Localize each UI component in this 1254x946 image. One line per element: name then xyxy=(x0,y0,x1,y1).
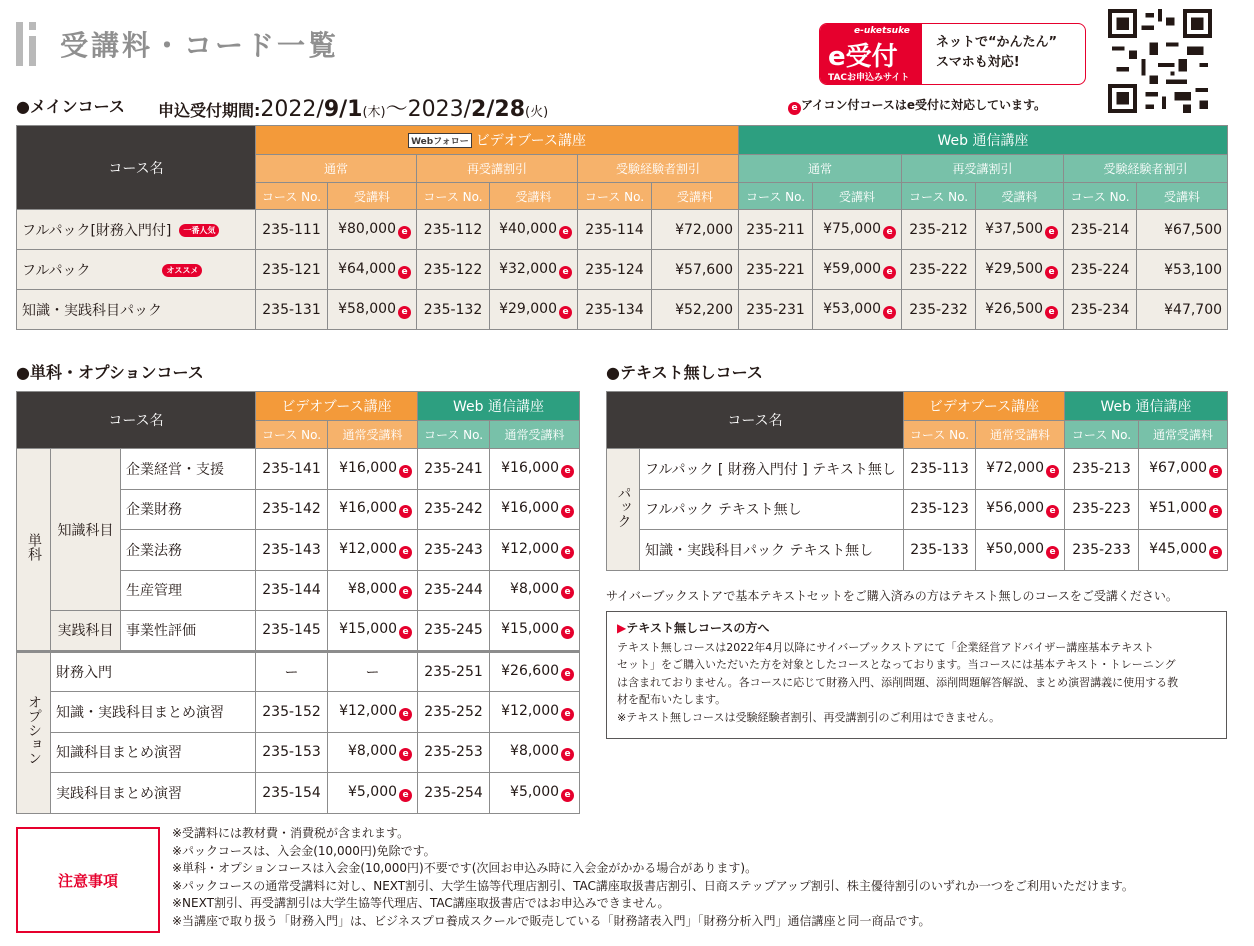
box-line: セット」をご購入いただいた方を対象としたコースとなっております。当コースには基本テキスト・トレーニング xyxy=(617,658,1176,672)
th-web: Web 通信講座 xyxy=(418,392,580,421)
course-name-cell xyxy=(17,210,256,250)
course-name-cell xyxy=(17,250,256,290)
th-course-no: コース No. xyxy=(1065,421,1139,449)
group-pack xyxy=(607,449,640,571)
eukestuke-mark: e受付 xyxy=(828,42,898,72)
table-row xyxy=(17,290,1228,330)
course-no-cell: 235-143 xyxy=(256,530,328,571)
table-row xyxy=(17,449,580,490)
e-uketsuke-icon: e xyxy=(561,546,574,559)
course-no-cell: 235-214 xyxy=(1064,210,1137,250)
course-no-cell: 235-244 xyxy=(418,570,490,611)
table-row xyxy=(17,611,580,652)
course-name: フルパック [ 財務入門付 ] テキスト無し xyxy=(645,461,896,478)
price-value: ¥56,000 xyxy=(986,500,1044,517)
caution-list xyxy=(172,825,1134,930)
price-value: ¥47,700 xyxy=(1164,301,1223,318)
course-name: 生産管理 xyxy=(126,583,182,600)
price-value: ¥26,500 xyxy=(985,300,1044,317)
price-cell xyxy=(328,732,418,773)
price-cell xyxy=(490,692,580,733)
course-no-cell: 235-133 xyxy=(904,530,976,571)
th-fee: 通常受講料 xyxy=(976,421,1065,449)
th-video-booth: ビデオブース講座 xyxy=(904,392,1065,421)
course-name: 事業性評価 xyxy=(126,623,196,640)
qr-code[interactable] xyxy=(1108,9,1212,113)
main-course-table xyxy=(16,125,1228,330)
e-uketsuke-icon: e xyxy=(1046,505,1059,518)
course-no-cell: 235-111 xyxy=(256,210,328,250)
course-name-cell xyxy=(640,489,904,530)
course-name: 知識・実践科目パック テキスト無し xyxy=(645,542,874,559)
price-value: ¥16,000 xyxy=(339,500,398,517)
notext-box-title: テキスト無しコースの方へ xyxy=(626,621,770,635)
group-single xyxy=(17,449,51,652)
price-value: ¥80,000 xyxy=(338,220,396,237)
course-name: フルパック[財務入門付] xyxy=(22,222,172,239)
course-no-cell: 235-123 xyxy=(904,489,976,530)
price-cell xyxy=(490,611,580,652)
group-label: 単科 xyxy=(26,532,42,561)
e-uketsuke-icon: e xyxy=(559,226,572,239)
box-line: ※テキスト無しコースは受験経験者割引、再受講割引のご利用はできません。 xyxy=(617,710,1001,724)
single-course-table xyxy=(16,391,580,814)
course-no-cell: 235-144 xyxy=(256,570,328,611)
price-value: ¥29,000 xyxy=(499,300,557,317)
course-name-cell xyxy=(121,449,256,490)
price-cell xyxy=(328,651,418,692)
e-uketsuke-text xyxy=(922,24,1085,84)
th-normal: 通常 xyxy=(256,155,417,183)
price-value: ¥12,000 xyxy=(501,540,560,557)
price-value: ¥8,000 xyxy=(348,581,398,598)
table-row xyxy=(17,692,580,733)
price-cell xyxy=(1139,530,1228,571)
table-row xyxy=(17,651,580,692)
course-name: 財務入門 xyxy=(56,664,112,681)
eicon-note-text: アイコン付コースはe受付に対応しています。 xyxy=(801,98,1047,112)
price-value: ¥45,000 xyxy=(1149,540,1208,557)
price-cell xyxy=(1137,250,1228,290)
course-no-cell: ー xyxy=(256,651,328,692)
e-uketsuke-icon: e xyxy=(559,306,572,319)
price-cell xyxy=(813,210,902,250)
course-no-cell: 235-241 xyxy=(418,449,490,490)
course-no-cell: 235-114 xyxy=(578,210,652,250)
box-line: は含まれておりません。各コースに応じて財務入門、添削問題、添削問題解答解説、まとめ演習講義に使用する教 xyxy=(617,675,1179,689)
e-uketsuke-logo xyxy=(820,24,922,84)
course-no-cell: 235-254 xyxy=(418,773,490,814)
course-no-cell: 235-222 xyxy=(902,250,976,290)
price-value: ¥53,000 xyxy=(823,300,882,317)
e-uketsuke-icon: e xyxy=(561,465,574,478)
period-end-year: 2023/ xyxy=(407,97,472,122)
price-cell xyxy=(328,489,418,530)
th-course-no: コース No. xyxy=(417,183,490,210)
caution-line: ※受講料には教材費・消費税が含まれます。 xyxy=(172,826,410,840)
table-row xyxy=(607,449,1228,490)
th-course-no: コース No. xyxy=(904,421,976,449)
e-uketsuke-icon: e xyxy=(398,306,411,319)
course-badge: 一番人気 xyxy=(179,224,219,237)
e-uketsuke-icon: e xyxy=(561,586,574,599)
period-start-date: 9/1 xyxy=(323,97,363,122)
course-name-cell xyxy=(51,773,256,814)
e-uketsuke-icon: e xyxy=(399,789,412,802)
price-value: ¥16,000 xyxy=(501,500,560,517)
table-row xyxy=(607,530,1228,571)
price-value: ¥40,000 xyxy=(499,220,557,237)
period-tilde: 〜 xyxy=(385,97,408,122)
price-value: ¥72,000 xyxy=(986,459,1044,476)
price-cell xyxy=(328,611,418,652)
course-name-cell xyxy=(51,692,256,733)
price-value: ¥52,200 xyxy=(675,301,734,318)
price-cell xyxy=(652,250,739,290)
period-label: 申込受付期間: xyxy=(158,101,261,120)
price-value: ¥5,000 xyxy=(348,783,398,800)
price-value: ¥67,500 xyxy=(1164,221,1223,238)
course-no-cell: 235-145 xyxy=(256,611,328,652)
e-uketsuke-banner[interactable] xyxy=(819,23,1086,85)
course-no-cell: 235-141 xyxy=(256,449,328,490)
price-value: ー xyxy=(365,664,380,681)
e-uketsuke-icon: e xyxy=(561,505,574,518)
course-no-cell: 235-243 xyxy=(418,530,490,571)
table-row xyxy=(607,489,1228,530)
price-cell xyxy=(328,250,417,290)
price-cell xyxy=(813,290,902,330)
th-fee: 通常受講料 xyxy=(328,421,418,449)
main-section-label: ●メインコース xyxy=(16,97,125,116)
e-uketsuke-icon: e xyxy=(1209,465,1222,478)
price-value: ¥51,000 xyxy=(1149,500,1208,517)
th-video-label: ビデオブース講座 xyxy=(475,133,586,149)
price-cell xyxy=(490,290,578,330)
price-cell xyxy=(490,530,580,571)
th-retake: 再受講割引 xyxy=(902,155,1064,183)
course-no-cell: 235-232 xyxy=(902,290,976,330)
application-period xyxy=(158,92,548,123)
th-web: Web 通信講座 xyxy=(739,126,1228,155)
course-no-cell: 235-112 xyxy=(417,210,490,250)
course-no-cell: 235-251 xyxy=(418,651,490,692)
e-uketsuke-icon: e xyxy=(1046,465,1059,478)
e-uketsuke-icon: e xyxy=(399,708,412,721)
notext-course-table xyxy=(606,391,1228,571)
price-value: ¥5,000 xyxy=(510,783,560,800)
th-fee: 通常受講料 xyxy=(490,421,580,449)
e-uketsuke-icon: e xyxy=(1045,266,1058,279)
price-cell xyxy=(490,250,578,290)
course-no-cell: 235-212 xyxy=(902,210,976,250)
price-cell xyxy=(490,210,578,250)
price-cell xyxy=(490,489,580,530)
course-badge: オススメ xyxy=(162,264,202,277)
course-name: 実践科目まとめ演習 xyxy=(56,785,182,802)
price-value: ¥57,600 xyxy=(675,261,734,278)
e-uketsuke-icon: e xyxy=(561,708,574,721)
price-value: ¥26,600 xyxy=(501,662,560,679)
price-value: ¥53,100 xyxy=(1164,261,1223,278)
course-no-cell: 235-233 xyxy=(1065,530,1139,571)
course-no-cell: 235-131 xyxy=(256,290,328,330)
e-uketsuke-icon: e xyxy=(561,626,574,639)
eukestuke-sub: TACお申込みサイト xyxy=(828,73,910,83)
price-cell xyxy=(490,570,580,611)
price-value: ¥64,000 xyxy=(338,260,396,277)
caution-line: ※当講座で取り扱う「財務入門」は、ビジネスプロ養成スクールで販売している「財務諸表入門」「財務分析入門」通信講座と同一商品です。 xyxy=(172,913,931,928)
price-cell xyxy=(490,449,580,490)
e-uketsuke-icon: e xyxy=(398,226,411,239)
e-uketsuke-icon: e xyxy=(788,102,801,115)
th-course-no: コース No. xyxy=(739,183,813,210)
price-cell xyxy=(976,290,1064,330)
course-name: 企業法務 xyxy=(126,542,182,559)
course-no-cell: 235-113 xyxy=(904,449,976,490)
e-uketsuke-icon: e xyxy=(883,266,896,279)
box-line: テキスト無しコースは2022年4月以降にサイバーブックストアにて「企業経営アドバイザー講座基本テキスト xyxy=(617,640,1155,654)
price-cell xyxy=(1139,449,1228,490)
course-name-cell xyxy=(640,449,904,490)
eicon-note xyxy=(786,96,1046,115)
notext-box-body xyxy=(617,639,1216,727)
th-retake: 再受講割引 xyxy=(417,155,578,183)
web-follow-tag: Webフォロー xyxy=(408,133,472,148)
e-uketsuke-icon: e xyxy=(399,505,412,518)
th-experienced: 受験経験者割引 xyxy=(578,155,739,183)
notext-info-box xyxy=(606,611,1227,739)
price-cell xyxy=(976,489,1065,530)
notext-note: サイバーブックストアで基本テキストセットをご購入済みの方はテキスト無しのコースをご受講ください。 xyxy=(606,589,1178,603)
e-uketsuke-icon: e xyxy=(559,266,572,279)
th-fee: 受講料 xyxy=(1137,183,1228,210)
box-line: 材を配布いたします。 xyxy=(617,693,727,707)
price-cell xyxy=(490,732,580,773)
th-fee: 受講料 xyxy=(328,183,417,210)
period-start-dow: (木) xyxy=(362,105,386,120)
course-name: フルパック テキスト無し xyxy=(645,502,802,519)
page-title: 受講料・コード一覧 xyxy=(60,29,340,62)
course-name-cell xyxy=(121,570,256,611)
course-no-cell: 235-134 xyxy=(578,290,652,330)
price-cell xyxy=(490,773,580,814)
course-no-cell: 235-132 xyxy=(417,290,490,330)
price-value: ¥29,500 xyxy=(985,260,1044,277)
course-name-cell xyxy=(121,611,256,652)
course-name: 知識科目まとめ演習 xyxy=(56,745,182,762)
price-cell xyxy=(1139,489,1228,530)
course-no-cell: 235-242 xyxy=(418,489,490,530)
e-uketsuke-icon: e xyxy=(399,465,412,478)
course-name-cell xyxy=(640,530,904,571)
course-no-cell: 235-124 xyxy=(578,250,652,290)
e-uketsuke-icon: e xyxy=(399,546,412,559)
eukestuke-top: e-uketsuke xyxy=(854,26,910,36)
e-uketsuke-icon: e xyxy=(399,626,412,639)
th-course-no: コース No. xyxy=(256,183,328,210)
course-name-cell xyxy=(17,290,256,330)
course-no-cell: 235-245 xyxy=(418,611,490,652)
course-no-cell: 235-223 xyxy=(1065,489,1139,530)
group-label: パック xyxy=(615,485,632,528)
e-uketsuke-icon: e xyxy=(561,789,574,802)
course-no-cell: 235-154 xyxy=(256,773,328,814)
title-bar-icon xyxy=(16,22,42,66)
course-no-cell: 235-142 xyxy=(256,489,328,530)
price-cell xyxy=(1137,290,1228,330)
th-course-name: コース名 xyxy=(607,392,904,449)
e-uketsuke-icon: e xyxy=(561,668,574,681)
price-value: ¥16,000 xyxy=(339,459,398,476)
course-no-cell: 235-252 xyxy=(418,692,490,733)
course-name: フルパック xyxy=(22,262,91,279)
course-name-cell xyxy=(51,732,256,773)
course-no-cell: 235-234 xyxy=(1064,290,1137,330)
notext-box-heading xyxy=(617,620,1216,638)
course-name-cell xyxy=(121,530,256,571)
period-end-dow: (火) xyxy=(525,105,549,120)
group-label: オプション xyxy=(26,695,42,765)
price-cell xyxy=(652,290,739,330)
e-uketsuke-icon: e xyxy=(1045,226,1058,239)
th-fee: 受講料 xyxy=(652,183,739,210)
caution-line: ※NEXT割引、再受講割引は大学生協等代理店、TAC講座取扱書店ではお申込みできません。 xyxy=(172,896,670,910)
th-course-no: コース No. xyxy=(578,183,652,210)
th-web: Web 通信講座 xyxy=(1065,392,1228,421)
th-video-booth: ビデオブース講座 xyxy=(256,392,418,421)
th-course-name: コース名 xyxy=(17,392,256,449)
th-fee: 受講料 xyxy=(490,183,578,210)
price-cell xyxy=(490,651,580,692)
th-experienced: 受験経験者割引 xyxy=(1064,155,1228,183)
price-cell xyxy=(976,210,1064,250)
course-no-cell: 235-211 xyxy=(739,210,813,250)
course-name-cell xyxy=(121,489,256,530)
price-cell xyxy=(1137,210,1228,250)
price-cell xyxy=(328,570,418,611)
e-uketsuke-icon: e xyxy=(561,748,574,761)
price-cell xyxy=(328,210,417,250)
course-no-cell: 235-253 xyxy=(418,732,490,773)
course-name: 企業財務 xyxy=(126,502,182,519)
th-course-name: コース名 xyxy=(17,126,256,210)
price-cell xyxy=(328,290,417,330)
course-no-cell: 235-213 xyxy=(1065,449,1139,490)
course-no-cell: 235-152 xyxy=(256,692,328,733)
caution-line: ※単科・オプションコースは入会金(10,000円)不要です(次回お申込み時に入会金がかかる場合があります)。 xyxy=(172,861,758,875)
e-uketsuke-icon: e xyxy=(398,266,411,279)
price-value: ¥8,000 xyxy=(510,581,560,598)
e-uketsuke-icon: e xyxy=(883,306,896,319)
price-value: ¥37,500 xyxy=(985,220,1044,237)
price-cell xyxy=(976,449,1065,490)
e-uketsuke-icon: e xyxy=(1046,546,1059,559)
triangle-icon: ▶ xyxy=(617,621,627,635)
period-end-date: 2/28 xyxy=(471,97,526,122)
price-value: ¥59,000 xyxy=(823,260,882,277)
price-value: ¥50,000 xyxy=(986,540,1044,557)
price-value: ¥12,000 xyxy=(501,702,560,719)
course-no-cell: 235-122 xyxy=(417,250,490,290)
price-value: ¥15,000 xyxy=(339,621,398,638)
price-value: ¥12,000 xyxy=(339,702,398,719)
e-uketsuke-icon: e xyxy=(399,586,412,599)
price-cell xyxy=(328,530,418,571)
price-cell xyxy=(328,692,418,733)
th-fee: 受講料 xyxy=(976,183,1064,210)
price-cell xyxy=(976,250,1064,290)
course-no-cell: 235-224 xyxy=(1064,250,1137,290)
course-no-cell: 235-153 xyxy=(256,732,328,773)
course-no-cell: 235-121 xyxy=(256,250,328,290)
price-value: ¥12,000 xyxy=(339,540,398,557)
price-value: ¥75,000 xyxy=(823,220,882,237)
th-normal: 通常 xyxy=(739,155,902,183)
th-course-no: コース No. xyxy=(256,421,328,449)
th-course-no: コース No. xyxy=(902,183,976,210)
price-value: ¥16,000 xyxy=(501,459,560,476)
price-value: ¥72,000 xyxy=(675,221,734,238)
caution-label: 注意事項 xyxy=(16,827,160,933)
price-value: ¥58,000 xyxy=(338,300,396,317)
th-course-no: コース No. xyxy=(418,421,490,449)
caution-line: ※パックコースの通常受講料に対し、NEXT割引、大学生協等代理店割引、TAC講座取扱書店割引、日商ステップアップ割引、株主優待割引のいずれか一つをご利用いただけます。 xyxy=(172,878,1134,893)
table-row xyxy=(17,250,1228,290)
course-name: 企業経営・支援 xyxy=(126,461,224,478)
eukestuke-line2: スマホも対応! xyxy=(936,55,1020,70)
subgroup-practice: 実践科目 xyxy=(51,611,121,652)
th-fee: 受講料 xyxy=(813,183,902,210)
th-course-no: コース No. xyxy=(1064,183,1137,210)
price-value: ¥8,000 xyxy=(348,743,398,760)
eukestuke-line1: ネットで“かんたん” xyxy=(936,35,1058,50)
course-name: 知識・実践科目パック xyxy=(22,302,162,319)
course-no-cell: 235-221 xyxy=(739,250,813,290)
table-row xyxy=(17,210,1228,250)
e-uketsuke-icon: e xyxy=(1045,306,1058,319)
price-cell xyxy=(813,250,902,290)
course-no-cell: 235-231 xyxy=(739,290,813,330)
e-uketsuke-icon: e xyxy=(1209,505,1222,518)
price-value: ¥32,000 xyxy=(499,260,557,277)
price-value: ¥67,000 xyxy=(1149,459,1208,476)
th-fee: 通常受講料 xyxy=(1139,421,1228,449)
course-name-cell xyxy=(51,651,256,692)
notext-section-label: ●テキスト無しコース xyxy=(606,363,763,382)
caution-line: ※パックコースは、入会金(10,000円)免除です。 xyxy=(172,843,436,858)
price-value: ¥8,000 xyxy=(510,743,560,760)
price-value: ¥15,000 xyxy=(501,621,560,638)
e-uketsuke-icon: e xyxy=(1209,546,1222,559)
table-row xyxy=(17,732,580,773)
single-section-label: ●単科・オプションコース xyxy=(16,363,204,382)
subgroup-knowledge: 知識科目 xyxy=(51,449,121,611)
price-cell xyxy=(328,773,418,814)
price-cell xyxy=(976,530,1065,571)
e-uketsuke-icon: e xyxy=(883,226,896,239)
group-option xyxy=(17,651,51,813)
course-name: 知識・実践科目まとめ演習 xyxy=(56,704,224,721)
e-uketsuke-icon: e xyxy=(399,748,412,761)
price-cell xyxy=(328,449,418,490)
period-start-year: 2022/ xyxy=(260,97,324,122)
th-video-booth xyxy=(256,126,739,155)
price-cell xyxy=(652,210,739,250)
table-row xyxy=(17,773,580,814)
